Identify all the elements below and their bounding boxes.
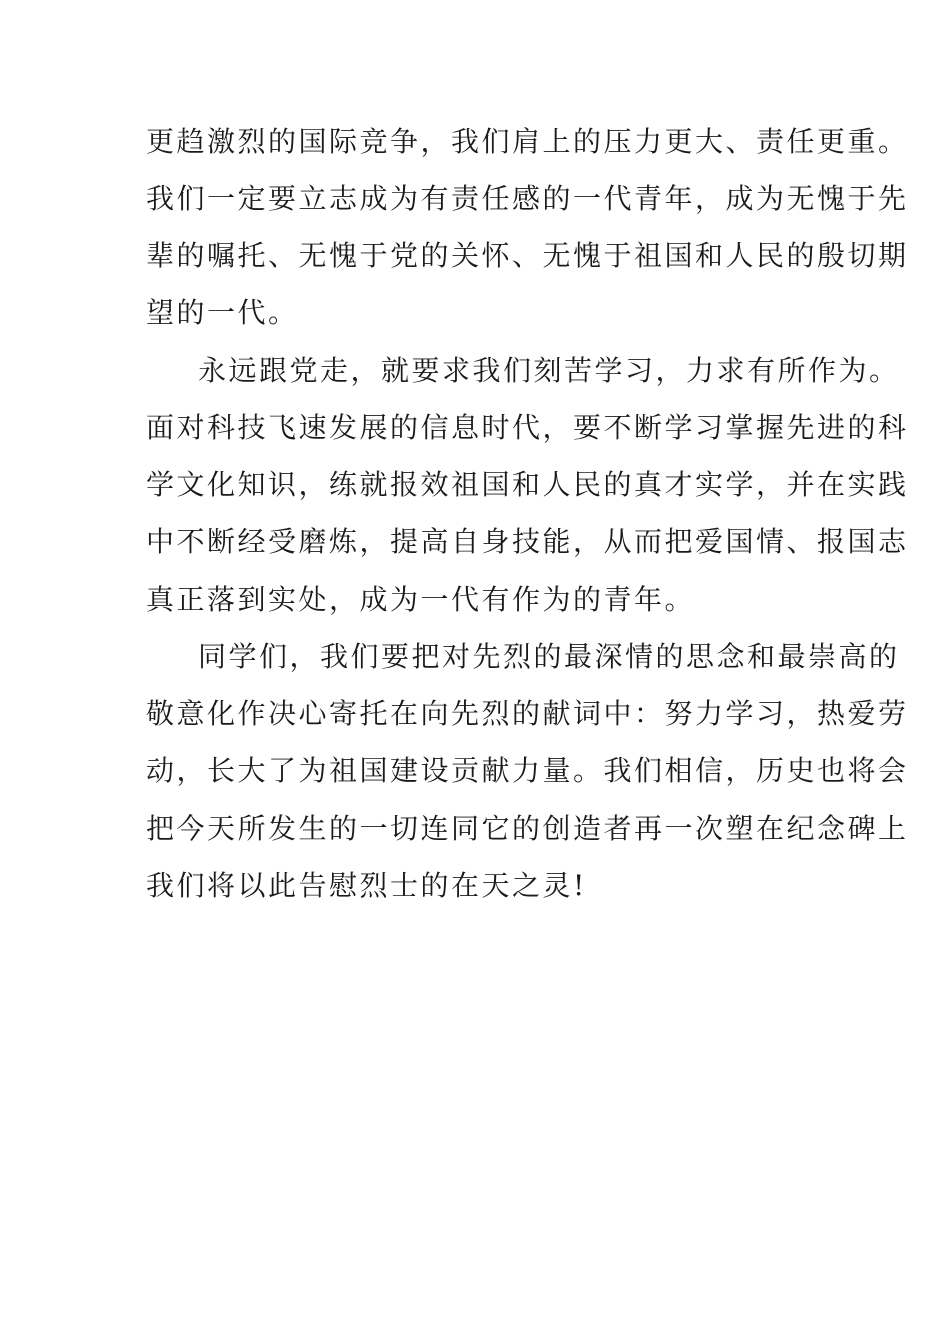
text-line: 面对科技飞速发展的信息时代，要不断学习掌握先进的科 (146, 411, 909, 444)
text-line: 动，长大了为祖国建设贡献力量。我们相信，历史也将会 (146, 754, 909, 787)
text-line: 辈的嘱托、无愧于党的关怀、无愧于祖国和人民的殷切期 (146, 239, 909, 272)
text-line: 更趋激烈的国际竞争，我们肩上的压力更大、责任更重。 (146, 125, 909, 158)
text-line: 敬意化作决心寄托在向先烈的献词中：努力学习，热爱劳 (146, 697, 909, 730)
text-line: 学文化知识，练就报效祖国和人民的真才实学，并在实践 (146, 468, 909, 501)
text-line: 我们一定要立志成为有责任感的一代青年，成为无愧于先 (146, 182, 909, 215)
text-line: 把今天所发生的一切连同它的创造者再一次塑在纪念碑上 (146, 812, 909, 845)
text-line: 真正落到实处，成为一代有作为的青年。 (146, 583, 696, 616)
text-line: 我们将以此告慰烈士的在天之灵! (146, 869, 587, 902)
text-line: 中不断经受磨炼，提高自身技能，从而把爱国情、报国志 (146, 525, 909, 558)
paragraph-start-line: 同学们，我们要把对先烈的最深情的思念和最崇高的 (198, 640, 900, 673)
text-line: 望的一代。 (146, 296, 299, 329)
paragraph-start-line: 永远跟党走，就要求我们刻苦学习，力求有所作为。 (198, 354, 900, 387)
